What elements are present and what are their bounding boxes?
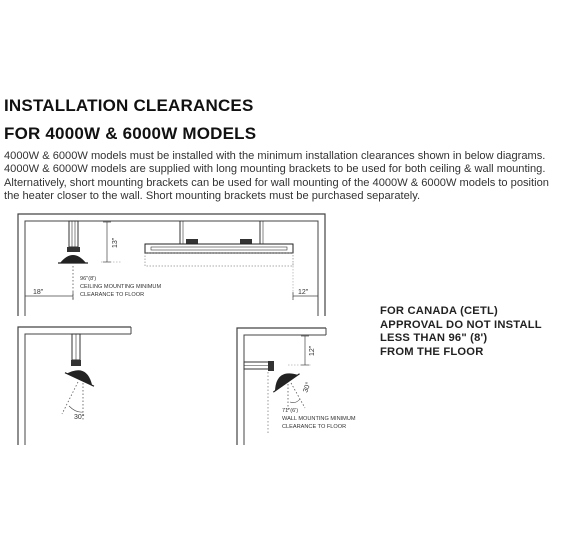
wall-floor-height-label: 71"(6')	[282, 408, 299, 414]
ceiling-caption-line-1: CEILING MOUNTING MINIMUM	[80, 284, 162, 290]
note-line-1: FOR CANADA (CETL)	[380, 305, 498, 317]
heading-line-1: INSTALLATION CLEARANCES	[4, 96, 254, 115]
left-wall-dimension	[25, 289, 73, 300]
wall-mount-diagram	[237, 328, 356, 445]
body-paragraph: 4000W & 6000W models must be installed with the minimum installation clearances shown in below diagrams. 4000W & 6000W models are supplied with long mounting brackets to be used for both ceiling & wall mounting. Alternatively, short mounting brackets can be used for wall mounting of the 4000W & 6000W models to position the heater closer to the wall. Short mounting brackets must be purchased separately.	[4, 150, 549, 202]
right-wall-dimension	[293, 263, 318, 300]
ceiling-caption-line-2: CLEARANCE TO FLOOR	[80, 292, 145, 298]
ceiling-gap-label: 13"	[112, 237, 119, 248]
ceiling-floor-height-label: 96"(8')	[80, 276, 97, 282]
note-line-4: FROM THE FLOOR	[380, 345, 484, 358]
ceiling-heater-long	[145, 221, 293, 266]
wall-ceiling-gap-label: 12"	[309, 345, 316, 356]
ceiling-gap-dimension	[101, 222, 121, 262]
wall-caption-line-1: WALL MOUNTING MINIMUM	[282, 416, 356, 422]
tilt-angle-label: 30°	[74, 414, 85, 421]
tilted-ceiling-diagram	[18, 327, 131, 445]
room-outline-outer	[18, 214, 325, 316]
ceiling-heater-left	[58, 221, 88, 263]
ceiling-mount-diagram	[18, 214, 325, 316]
left-wall-label: 18"	[33, 289, 44, 296]
canada-approval-note	[380, 305, 560, 359]
wall-angle-label: 30°	[302, 381, 313, 394]
note-line-3: LESS THAN 96" (8')	[380, 332, 488, 345]
wall-caption-line-2: CLEARANCE TO FLOOR	[282, 424, 347, 430]
heading-line-2: FOR 4000W & 6000W MODELS	[4, 124, 257, 143]
right-wall-label: 12"	[298, 289, 309, 296]
note-line-2: APPROVAL DO NOT INSTALL	[380, 318, 542, 331]
